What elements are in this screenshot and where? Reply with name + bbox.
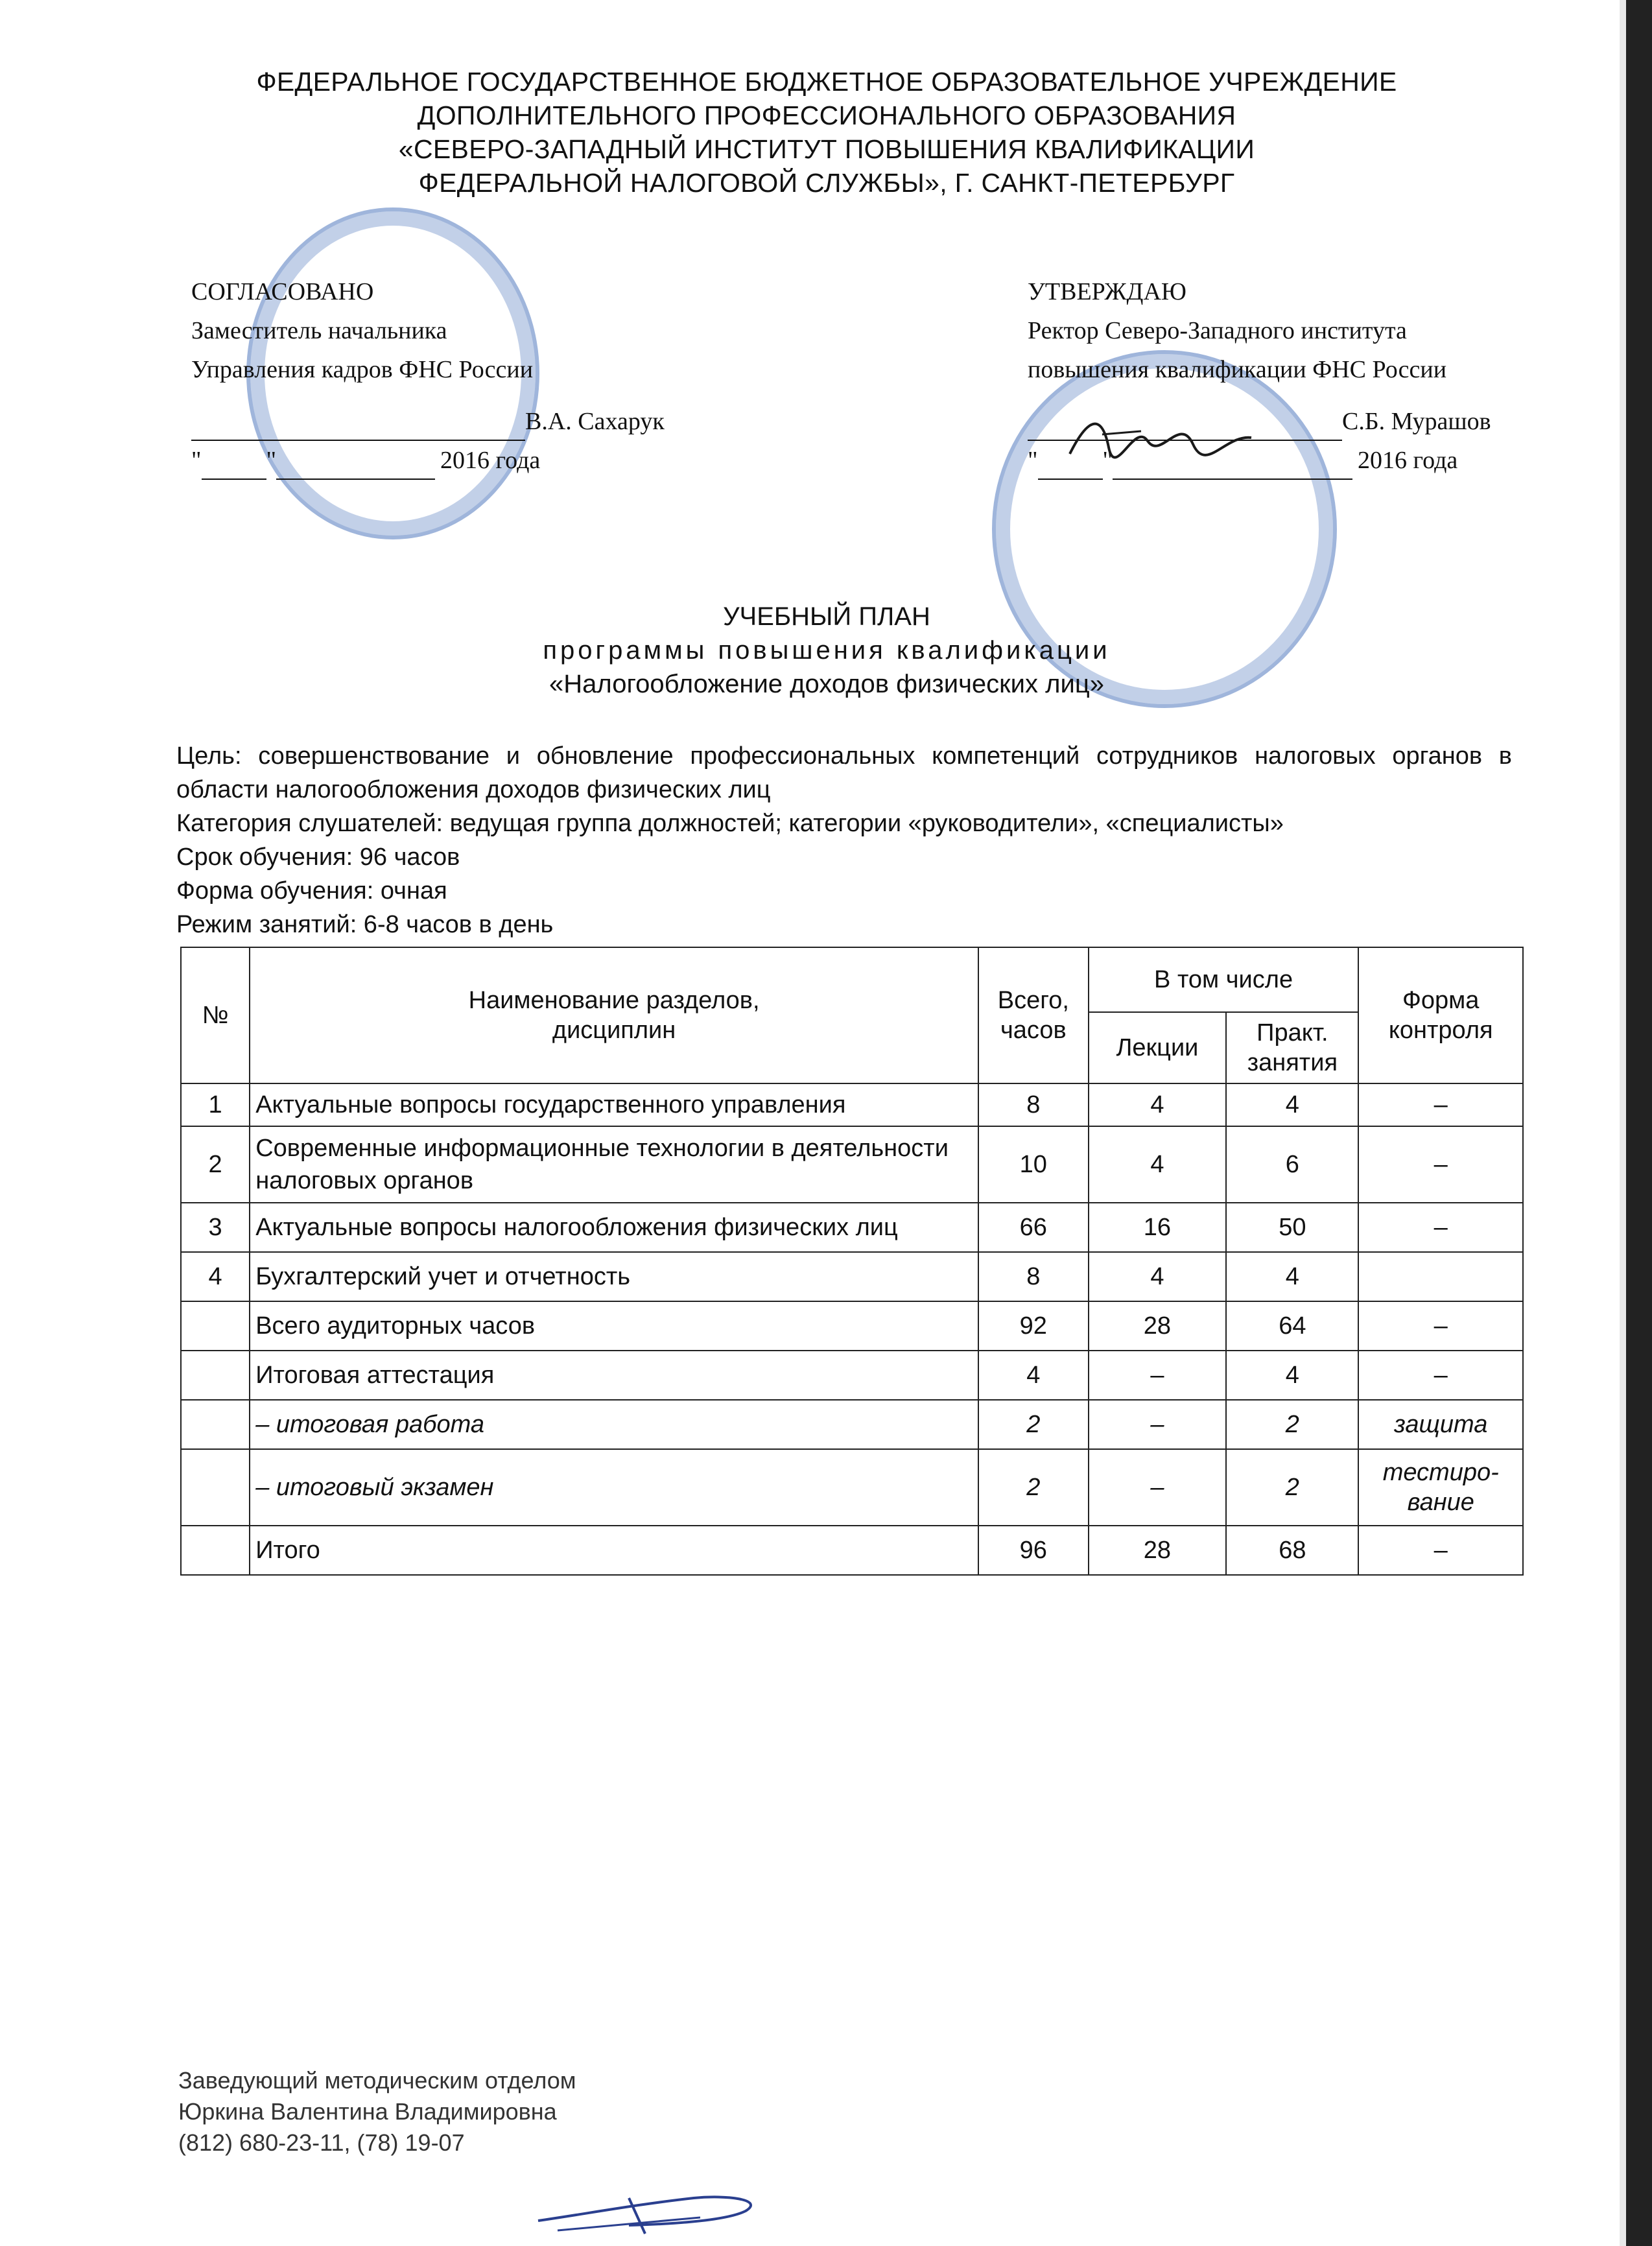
agreed-position-2: Управления кадров ФНС России bbox=[191, 356, 534, 383]
program-category: Категория слушателей: ведущая группа должностей; категории «руководители», «специалисты» bbox=[176, 810, 1284, 837]
header-line: ДОПОЛНИТЕЛЬНОГО ПРОФЕССИОНАЛЬНОГО ОБРАЗОВАНИЯ bbox=[417, 100, 1236, 130]
row-control-line-2: вание bbox=[1407, 1489, 1474, 1516]
col-total bbox=[978, 947, 1089, 1083]
agreed-signature-row bbox=[191, 402, 665, 441]
approved-position-2: повышения квалификации ФНС России bbox=[1028, 356, 1447, 383]
row-total: 66 bbox=[978, 1203, 1089, 1252]
row-number bbox=[181, 1301, 250, 1351]
row-name: Итоговая аттестация bbox=[250, 1351, 978, 1400]
date-day-blank bbox=[202, 454, 266, 480]
row-total: 10 bbox=[978, 1126, 1089, 1203]
col-number: № bbox=[181, 947, 250, 1083]
row-control: – bbox=[1358, 1126, 1523, 1203]
col-practice-line-2: занятия bbox=[1247, 1049, 1338, 1076]
agreed-signer: В.А. Сахарук bbox=[525, 408, 665, 435]
date-quote-close: " bbox=[266, 447, 277, 474]
row-name: – итоговый экзамен bbox=[250, 1449, 978, 1526]
row-lectures: – bbox=[1089, 1449, 1227, 1526]
table-row bbox=[181, 1449, 1523, 1526]
row-name: Всего аудиторных часов bbox=[250, 1301, 978, 1351]
program-goal: Цель: совершенствование и обновление профессиональных компетенций сотрудников налоговых органов в области налогообложения доходов физических лиц bbox=[176, 742, 1512, 803]
approved-signer: С.Б. Мурашов bbox=[1342, 408, 1491, 435]
row-control: защита bbox=[1358, 1400, 1523, 1449]
date-quote-close: " bbox=[1102, 447, 1113, 474]
handwritten-signature bbox=[1063, 408, 1258, 467]
agreed-heading: СОГЛАСОВАНО bbox=[191, 278, 374, 305]
program-duration: Срок обучения: 96 часов bbox=[176, 844, 460, 871]
col-practice bbox=[1226, 1012, 1358, 1083]
col-lectures: Лекции bbox=[1089, 1012, 1227, 1083]
footer-name: Юркина Валентина Владимировна bbox=[178, 2098, 557, 2125]
row-number: 1 bbox=[181, 1083, 250, 1126]
row-name: Итого bbox=[250, 1526, 978, 1575]
row-name: Актуальные вопросы государственного управления bbox=[250, 1083, 978, 1126]
table-row bbox=[181, 1126, 1523, 1203]
row-control-line-1: тестиро- bbox=[1382, 1459, 1499, 1486]
row-total: 4 bbox=[978, 1351, 1089, 1400]
row-practice: 50 bbox=[1226, 1203, 1358, 1252]
row-control: – bbox=[1358, 1351, 1523, 1400]
date-quote-open: " bbox=[1028, 447, 1038, 474]
row-control: – bbox=[1358, 1083, 1523, 1126]
row-practice: 68 bbox=[1226, 1526, 1358, 1575]
row-lectures: – bbox=[1089, 1351, 1227, 1400]
row-practice: 2 bbox=[1226, 1400, 1358, 1449]
row-practice: 4 bbox=[1226, 1252, 1358, 1301]
header-line: ФЕДЕРАЛЬНОЕ ГОСУДАРСТВЕННОЕ БЮДЖЕТНОЕ ОБРАЗОВАТЕЛЬНОЕ УЧРЕЖДЕНИЕ bbox=[256, 67, 1397, 97]
col-name bbox=[250, 947, 978, 1083]
row-lectures: 16 bbox=[1089, 1203, 1227, 1252]
row-practice: 4 bbox=[1226, 1351, 1358, 1400]
row-lectures: 4 bbox=[1089, 1083, 1227, 1126]
row-number: 4 bbox=[181, 1252, 250, 1301]
row-lectures: 4 bbox=[1089, 1126, 1227, 1203]
header-line: «СЕВЕРО-ЗАПАДНЫЙ ИНСТИТУТ ПОВЫШЕНИЯ КВАЛИФИКАЦИИ bbox=[398, 134, 1255, 164]
row-practice: 64 bbox=[1226, 1301, 1358, 1351]
date-quote-open: " bbox=[191, 447, 202, 474]
document-title bbox=[389, 600, 1264, 701]
row-name: Современные информационные технологии в деятельности налоговых органов bbox=[250, 1126, 978, 1203]
title-program: программы повышения квалификации bbox=[543, 636, 1111, 665]
scan-edge-shadow bbox=[1620, 0, 1626, 2246]
row-total: 2 bbox=[978, 1449, 1089, 1526]
approved-year: 2016 года bbox=[1358, 447, 1458, 474]
row-number bbox=[181, 1526, 250, 1575]
col-control bbox=[1358, 947, 1523, 1083]
row-name: Актуальные вопросы налогообложения физических лиц bbox=[250, 1203, 978, 1252]
row-number bbox=[181, 1351, 250, 1400]
title-main: УЧЕБНЫЙ ПЛАН bbox=[723, 602, 930, 631]
agreed-position-1: Заместитель начальника bbox=[191, 317, 447, 344]
header-line: ФЕДЕРАЛЬНОЙ НАЛОГОВОЙ СЛУЖБЫ», Г. САНКТ-ПЕТЕРБУРГ bbox=[418, 168, 1235, 198]
row-lectures: 28 bbox=[1089, 1301, 1227, 1351]
institution-header bbox=[195, 65, 1459, 200]
col-total-line-1: Всего, bbox=[997, 987, 1069, 1014]
approved-heading: УТВЕРЖДАЮ bbox=[1028, 278, 1186, 305]
table-header-row bbox=[181, 947, 1523, 1012]
table-row bbox=[181, 1400, 1523, 1449]
date-month-blank bbox=[276, 454, 435, 480]
footer-position: Заведующий методическим отделом bbox=[178, 2067, 576, 2094]
row-practice: 6 bbox=[1226, 1126, 1358, 1203]
row-number: 3 bbox=[181, 1203, 250, 1252]
program-form: Форма обучения: очная bbox=[176, 877, 447, 904]
table-row bbox=[181, 1252, 1523, 1301]
col-total-line-2: часов bbox=[1000, 1017, 1067, 1044]
col-control-line-1: Форма bbox=[1402, 987, 1480, 1014]
row-practice: 2 bbox=[1226, 1449, 1358, 1526]
approved-position-1: Ректор Северо-Западного института bbox=[1028, 317, 1407, 344]
table-row bbox=[181, 1526, 1523, 1575]
row-control: – bbox=[1358, 1301, 1523, 1351]
signature-blank bbox=[191, 415, 525, 441]
col-name-line-1: Наименование разделов, bbox=[468, 987, 760, 1014]
row-total: 96 bbox=[978, 1526, 1089, 1575]
row-number bbox=[181, 1400, 250, 1449]
approval-agreed-block bbox=[191, 272, 665, 480]
col-control-line-2: контроля bbox=[1388, 1017, 1493, 1044]
row-lectures: 4 bbox=[1089, 1252, 1227, 1301]
footer-phone: (812) 680-23-11, (78) 19-07 bbox=[178, 2129, 465, 2156]
col-name-line-2: дисциплин bbox=[552, 1017, 676, 1044]
col-practice-line-1: Практ. bbox=[1257, 1019, 1328, 1046]
program-info bbox=[176, 739, 1512, 941]
row-control: – bbox=[1358, 1203, 1523, 1252]
col-including: В том числе bbox=[1089, 947, 1359, 1012]
bottom-initials-signature bbox=[532, 2185, 778, 2237]
contact-footer bbox=[178, 2065, 576, 2158]
row-total: 8 bbox=[978, 1252, 1089, 1301]
row-name: Бухгалтерский учет и отчетность bbox=[250, 1252, 978, 1301]
table-row bbox=[181, 1203, 1523, 1252]
row-lectures: 28 bbox=[1089, 1526, 1227, 1575]
row-number: 2 bbox=[181, 1126, 250, 1203]
row-total: 8 bbox=[978, 1083, 1089, 1126]
scan-edge bbox=[1626, 0, 1652, 2246]
agreed-year: 2016 года bbox=[440, 447, 541, 474]
row-total: 92 bbox=[978, 1301, 1089, 1351]
row-name: – итоговая работа bbox=[250, 1400, 978, 1449]
curriculum-table bbox=[180, 947, 1524, 1576]
row-practice: 4 bbox=[1226, 1083, 1358, 1126]
row-number bbox=[181, 1449, 250, 1526]
program-schedule: Режим занятий: 6-8 часов в день bbox=[176, 911, 554, 938]
title-course: «Налогообложение доходов физических лиц» bbox=[549, 670, 1104, 698]
table-row bbox=[181, 1351, 1523, 1400]
row-lectures: – bbox=[1089, 1400, 1227, 1449]
row-control bbox=[1358, 1449, 1523, 1526]
table-row bbox=[181, 1301, 1523, 1351]
row-control bbox=[1358, 1252, 1523, 1301]
agreed-date-row bbox=[191, 441, 665, 480]
row-total: 2 bbox=[978, 1400, 1089, 1449]
row-control: – bbox=[1358, 1526, 1523, 1575]
table-row bbox=[181, 1083, 1523, 1126]
